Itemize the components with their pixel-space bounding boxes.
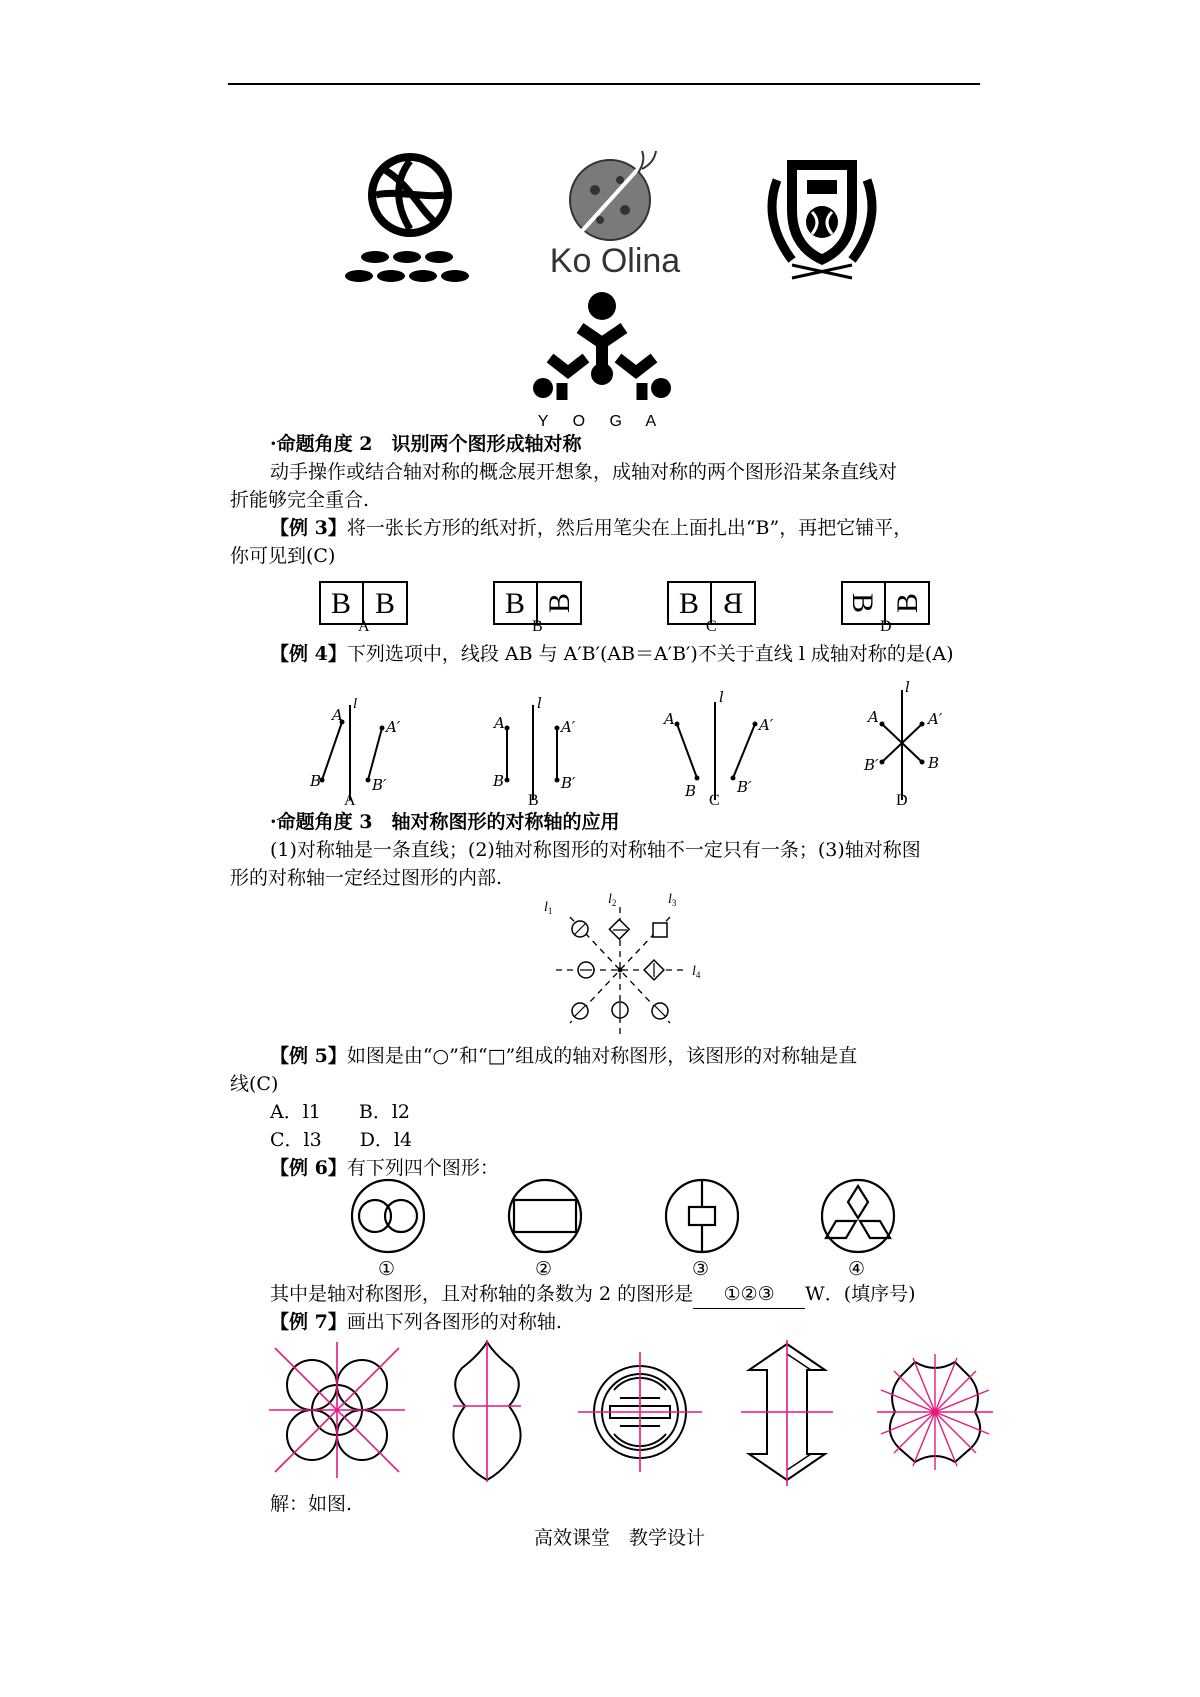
svg-text:A′: A′ [561, 718, 576, 736]
ex6-label-3: ③ [692, 1258, 710, 1280]
ex4-tag: 【例 4】 [270, 643, 347, 665]
svg-text:l: l [537, 694, 542, 712]
ex5-options-ab: A．l1 B．l2 [270, 1101, 411, 1123]
ex6-tag: 【例 6】 [270, 1157, 347, 1179]
svg-text:A′: A′ [928, 710, 943, 728]
ex5-line2: 线(C) [230, 1073, 279, 1095]
ex3-option-a: A [358, 618, 370, 635]
ex3-text: 将一张长方形的纸对折，然后用笔尖在上面扎出“B”，再把它铺平， [346, 517, 913, 539]
ex6-figure-3 [666, 1180, 738, 1252]
svg-text:A′: A′ [386, 718, 401, 736]
svg-text:B: B [330, 587, 352, 620]
ex7-line1 [270, 1308, 562, 1336]
axis-label-l2: $l_2$ [608, 892, 617, 908]
section2-para-line1: 动手操作或结合轴对称的概念展开想象，成轴对称的两个图形沿某条直线对 [270, 461, 898, 483]
section2-para-line2: 折能够完全重合. [230, 489, 370, 511]
section3-para-line1: (1)对称轴是一条直线；(2)轴对称图形的对称轴不一定只有一条；(3)轴对称图 [270, 839, 921, 861]
ex5-tag: 【例 5】 [270, 1045, 347, 1067]
ex5-text: 如图是由“○”和“□”组成的轴对称图形，该图形的对称轴是直 [346, 1045, 858, 1067]
ex4-line1 [270, 640, 953, 668]
axis-label-l1: $l_1$ [544, 900, 553, 916]
ex6-label-4: ④ [848, 1258, 866, 1280]
ex7-figure-4 [741, 1340, 833, 1486]
ex7-figures [265, 1338, 995, 1488]
ex4-options-figure [300, 678, 943, 810]
ex7-solution: 解：如图. [270, 1493, 353, 1515]
svg-text:A: A [332, 706, 343, 724]
ex6-figure-1 [352, 1180, 424, 1252]
svg-text:B: B [504, 587, 526, 620]
ex5-line1 [270, 1042, 857, 1070]
volleyball-logo [355, 150, 465, 290]
ex4-option-b-figure [492, 694, 576, 800]
footer-text: 高效课堂 教学设计 [534, 1527, 706, 1549]
ex4-option-c-figure [662, 688, 774, 800]
ex6-answer-line [270, 1280, 916, 1309]
ex7-figure-3 [578, 1352, 702, 1472]
ex7-tag: 【例 7】 [270, 1311, 347, 1333]
ex6-answer-suffix: W．(填序号) [805, 1283, 916, 1305]
ex7-figure-1 [269, 1342, 405, 1478]
ex6-label-1: ① [378, 1258, 396, 1280]
ex3-tag: 【例 3】 [270, 517, 347, 539]
ex5-axes-figure [540, 892, 720, 1045]
ex4-option-c: C [709, 792, 720, 809]
yoga-logo [530, 288, 675, 428]
ex7-figure-2 [453, 1340, 521, 1482]
ex3-line1 [270, 514, 912, 542]
ex6-figures [350, 1178, 910, 1258]
section2-heading: ·命题角度 2 识别两个图形成轴对称 [270, 433, 582, 455]
ex3-options-figure [318, 580, 938, 634]
ex4-option-d: D [896, 792, 908, 809]
section3-para-line2: 形的对称轴一定经过图形的内部. [230, 867, 503, 889]
ex6-figure-2 [509, 1180, 581, 1252]
ex6-answer-blank: ①②③ [693, 1280, 805, 1309]
svg-text:B: B [310, 772, 322, 790]
ex4-option-a-figure [309, 696, 401, 800]
svg-text:B: B [891, 592, 924, 614]
laurel-shield-logo [752, 140, 892, 280]
yoga-text: Y O G A [537, 413, 667, 430]
ex6-text: 有下列四个图形： [346, 1157, 499, 1179]
ex3-option-c: C [706, 618, 717, 635]
svg-text:A: A [494, 714, 505, 732]
ex3-option-b: B [532, 618, 543, 635]
svg-text:B: B [928, 754, 940, 772]
svg-text:B: B [685, 782, 697, 800]
ladybug-logo [540, 145, 690, 285]
ex5-options-cd: C．l3 D．l4 [270, 1129, 413, 1151]
svg-text:B′: B′ [372, 776, 387, 794]
ex6-answer-prefix: 其中是轴对称图形，且对称轴的条数为 2 的图形是 [270, 1283, 694, 1305]
axis-label-l3: $l_3$ [668, 892, 677, 908]
ex3-option-d: D [880, 618, 892, 635]
svg-text:B′: B′ [561, 774, 576, 792]
ex4-option-d-figure [863, 678, 943, 800]
ex4-option-b: B [528, 792, 539, 809]
header-rule [228, 83, 980, 85]
section3-heading: ·命题角度 3 轴对称图形的对称轴的应用 [270, 811, 620, 833]
svg-text:l: l [719, 688, 724, 706]
svg-text:B′: B′ [864, 756, 879, 774]
svg-text:l: l [353, 696, 358, 712]
ex4-text: 下列选项中，线段 AB 与 A′B′(AB＝A′B′)不关于直线 l 成轴对称的是(A) [346, 643, 954, 665]
svg-text:B: B [374, 587, 396, 620]
ex6-figure-4 [822, 1180, 894, 1252]
ex7-text: 画出下列各图形的对称轴. [346, 1311, 562, 1333]
ex6-label-2: ② [535, 1258, 553, 1280]
svg-text:A′: A′ [759, 716, 774, 734]
svg-text:B: B [543, 592, 576, 614]
svg-text:l: l [905, 678, 910, 696]
svg-text:B′: B′ [737, 778, 752, 796]
svg-text:A: A [868, 708, 879, 726]
svg-text:B: B [846, 592, 879, 614]
ex4-option-a: A [344, 792, 356, 809]
svg-text:B: B [722, 587, 744, 620]
ex3-line2: 你可见到(C) [230, 545, 336, 567]
svg-text:B: B [678, 587, 700, 620]
kolina-text: Ko Olina [549, 242, 681, 280]
svg-text:A: A [664, 710, 675, 728]
svg-text:B: B [493, 772, 505, 790]
axis-label-l4: $l_4$ [692, 964, 701, 980]
ex7-figure-5 [877, 1354, 993, 1470]
